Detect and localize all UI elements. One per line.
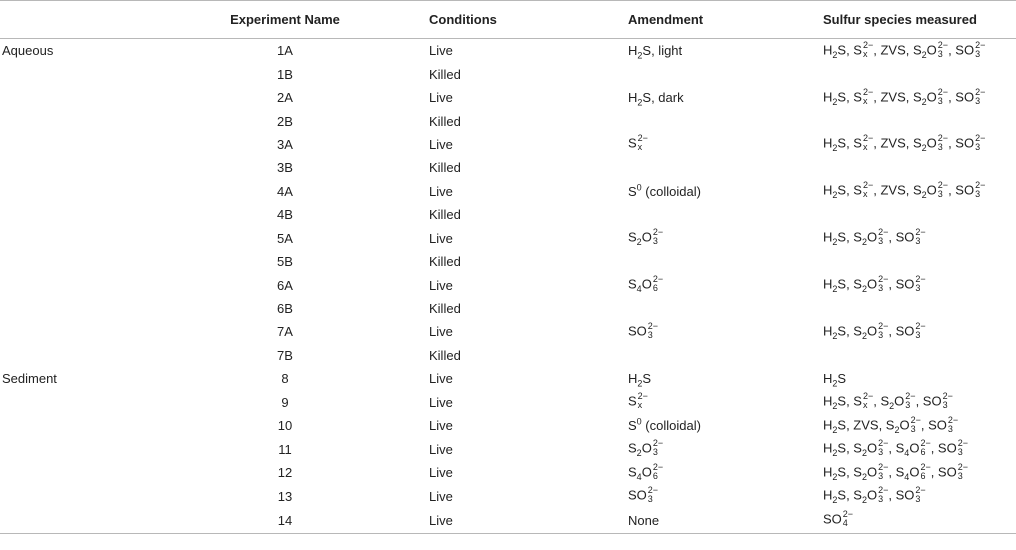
conditions-cell: Killed [429,301,461,317]
amendment-cell: SO 2− 3 [628,485,659,505]
table-row [0,109,1016,132]
sulfur-species-cell: $H_2S$, S 2− x , ZVS, $S_2O$ 2− 3 , SO 2− 3 [823,86,986,107]
group-cell [0,227,147,250]
amendment-cell [626,156,823,179]
conditions-cell: Live [429,371,453,387]
table-row [0,344,1016,367]
amendment-cell: $S_2O$ 2− 3 [628,227,664,248]
table-row [0,367,1016,390]
conditions-cell: Live [429,136,453,152]
sulfur-species-cell: $H_2S$, S 2− x , ZVS, $S_2O$ 2− 3 , SO 2− 3 [823,133,986,154]
sulfur-species-cell: SO 2− 4 [823,508,1016,534]
amendment-cell [626,297,823,320]
group-cell [0,297,147,320]
experiment-name-cell: 6A [277,277,293,293]
amendment-cell: $S^0$ (colloidal) [628,416,701,434]
conditions-cell: Killed [429,66,461,82]
group-cell: Sediment [2,371,57,387]
conditions-cell: Live [429,183,453,199]
table-row [0,39,1016,63]
sulfur-species-cell [823,62,1016,85]
header-sulfur-species: Sulfur species measured [823,1,1016,39]
experiment-name-cell: 5B [277,254,293,270]
group-cell [0,461,147,484]
table-row [0,461,1016,484]
conditions-cell: Live [429,418,453,434]
table-row [0,180,1016,203]
group-cell [0,344,147,367]
table-row [0,484,1016,507]
group-cell [0,156,147,179]
experiment-name-cell: 3B [277,160,293,176]
experiment-name-cell: 4B [277,207,293,223]
experiment-name-cell: 2A [277,90,293,106]
header-amendment: Amendment [626,1,823,39]
amendment-cell: $S^0$ (colloidal) [628,182,701,199]
sulfur-species-cell: $H_2S$ [823,371,847,389]
header-group [0,1,147,39]
conditions-cell: Killed [429,254,461,270]
amendment-cell: $S_4O$ 2− 6 [628,274,664,295]
group-cell [0,180,147,203]
amendment-cell: S 2− x [628,133,648,153]
conditions-cell: Killed [429,113,461,129]
conditions-cell: Killed [429,160,461,176]
table-row [0,203,1016,226]
table-row [0,297,1016,320]
conditions-cell: Live [429,324,453,340]
conditions-cell: Live [429,465,453,481]
table-row [0,508,1016,534]
sulfur-species-cell [823,297,1016,320]
sulfur-species-cell: $H_2S$, $S_2O$ 2− 3 , $S_4O$ 2− 6 , SO 2− 3 [823,461,968,482]
sulfur-species-cell [823,156,1016,179]
table-row [0,86,1016,109]
experiment-name-cell: 2B [277,113,293,129]
group-cell [0,414,147,437]
amendment-cell [626,250,823,273]
conditions-cell: Live [429,90,453,106]
group-cell [0,250,147,273]
amendment-cell: $H_2S$, light [628,43,683,61]
group-cell [0,391,147,414]
table-header [0,1,1016,39]
group-cell: Aqueous [2,43,54,59]
experiment-name-cell: 3A [277,136,293,152]
conditions-cell: Live [429,394,453,410]
amendment-cell: SO 2− 3 [628,320,659,340]
experiment-name-cell: 1A [277,43,293,59]
header-conditions: Conditions [423,1,626,39]
conditions-cell: Live [429,230,453,246]
experiment-name-cell: 14 [147,508,423,534]
experiment-name-cell: 7A [277,324,293,340]
experiment-name-cell: 1B [277,66,293,82]
conditions-cell: Live [429,43,453,59]
conditions-cell: Live [423,508,626,534]
table-row [0,156,1016,179]
sulfur-species-cell: $H_2S$, S 2− x , $S_2O$ 2− 3 , SO 2− 3 [823,391,953,412]
amendment-cell [626,344,823,367]
group-cell [0,484,147,507]
conditions-cell: Live [429,441,453,457]
experiment-name-cell: 9 [281,394,289,410]
group-cell [0,62,147,85]
amendment-cell [626,62,823,85]
experiment-name-cell: 8 [281,371,289,387]
amendment-cell: $H_2S$ [628,371,652,389]
sulfur-species-cell: $H_2S$, ZVS, $S_2O$ 2− 3 , SO 2− 3 [823,414,959,435]
sulfur-species-cell: $H_2S$, $S_2O$ 2− 3 , SO 2− 3 [823,227,926,248]
experiment-name-cell: 12 [277,465,293,481]
amendment-cell: $H_2S$, dark [628,90,684,108]
group-cell [0,203,147,226]
conditions-cell: Killed [429,347,461,363]
experiment-name-cell: 7B [277,347,293,363]
sulfur-species-cell: $H_2S$, S 2− x , ZVS, $S_2O$ 2− 3 , SO 2− 3 [823,180,986,201]
table-row [0,273,1016,296]
sulfur-species-cell: $H_2S$, S 2− x , ZVS, $S_2O$ 2− 3 , SO 2− 3 [823,39,986,60]
conditions-cell: Live [429,488,453,504]
amendment-cell: $S_4O$ 2− 6 [628,461,664,482]
table-row [0,250,1016,273]
group-cell [0,86,147,109]
experiment-name-cell: 10 [277,418,293,434]
sulfur-species-cell: $H_2S$, $S_2O$ 2− 3 , SO 2− 3 [823,274,926,295]
experiment-name-cell: 11 [278,441,292,457]
sulfur-species-cell [823,203,1016,226]
table-row [0,414,1016,437]
amendment-cell: None [626,508,823,534]
table-row [0,320,1016,343]
header-row [0,1,1016,39]
table-row [0,391,1016,414]
amendment-cell: $S_2O$ 2− 3 [628,438,664,459]
sulfur-species-cell [823,344,1016,367]
group-cell [0,273,147,296]
table-row [0,227,1016,250]
group-cell [0,320,147,343]
table-row [0,133,1016,156]
experiment-name-cell: 6B [277,301,293,317]
experiment-name-cell: 4A [277,183,293,199]
sulfur-species-cell: $H_2S$, $S_2O$ 2− 3 , SO 2− 3 [823,320,926,341]
table-row [0,437,1016,460]
amendment-cell [626,203,823,226]
amendment-cell: S 2− x [628,391,648,411]
header-experiment-name: Experiment Name [147,1,423,39]
table-row [0,62,1016,85]
amendment-cell [626,109,823,132]
conditions-cell: Killed [429,207,461,223]
sulfur-species-cell: $H_2S$, $S_2O$ 2− 3 , $S_4O$ 2− 6 , SO 2− 3 [823,438,968,459]
table-body [0,39,1016,534]
experiment-name-cell: 13 [277,488,293,504]
group-cell [0,109,147,132]
group-cell [0,437,147,460]
sulfur-species-cell [823,109,1016,132]
sulfur-species-cell [823,250,1016,273]
conditions-cell: Live [429,277,453,293]
group-cell [0,133,147,156]
group-cell [0,508,147,534]
sulfur-species-cell: $H_2S$, $S_2O$ 2− 3 , SO 2− 3 [823,485,926,506]
experiment-name-cell: 5A [277,230,293,246]
